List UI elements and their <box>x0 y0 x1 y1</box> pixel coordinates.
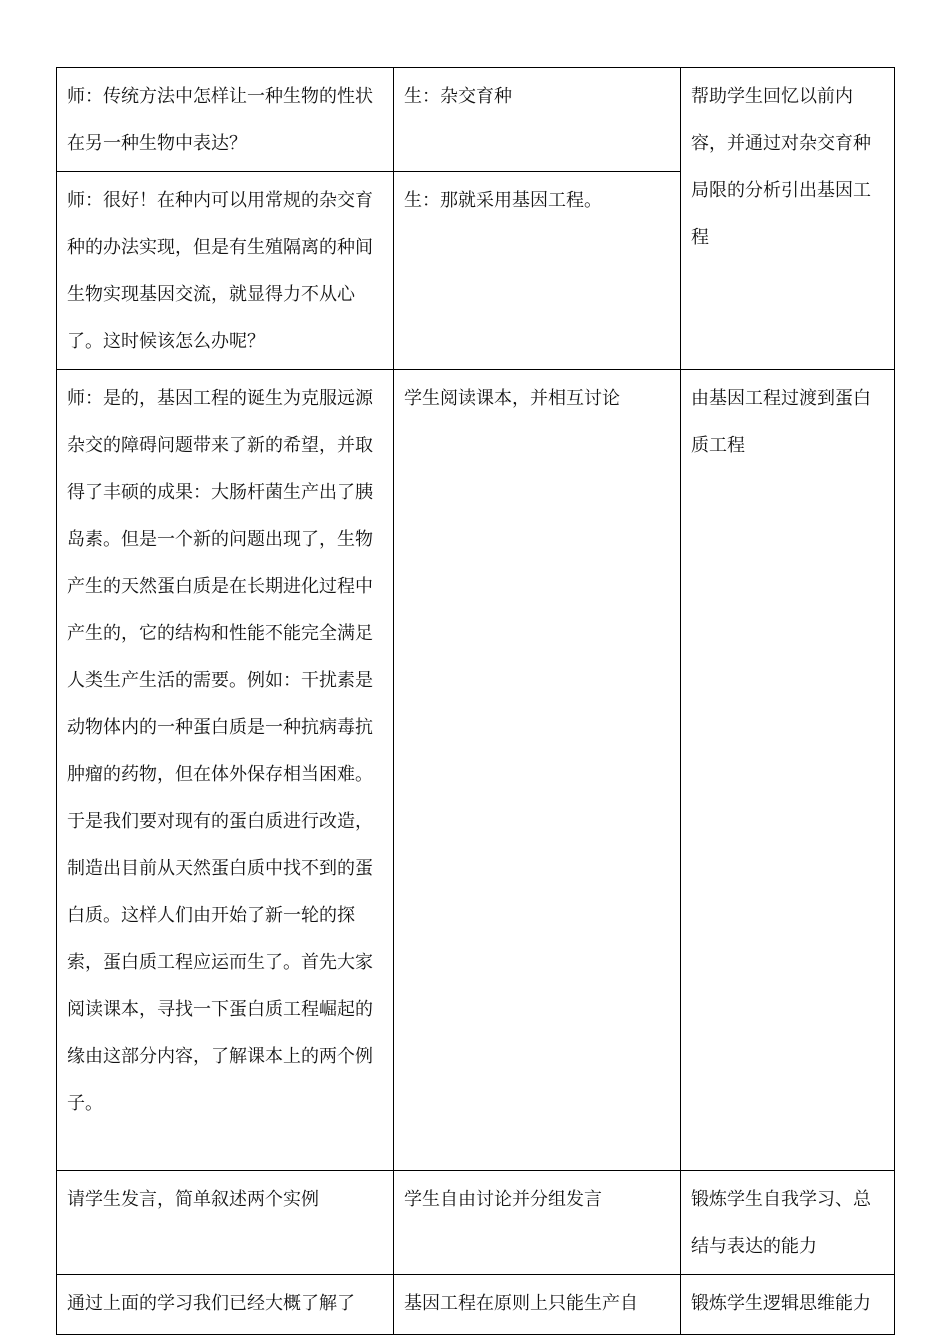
teacher-activity-cell: 师：很好！在种内可以用常规的杂交育种的办法实现，但是有生殖隔离的种间生物实现基因交流，就显得力不从心了。这时候该怎么办呢？ <box>57 172 394 370</box>
design-intent-cell: 锻炼学生自我学习、总结与表达的能力 <box>681 1171 895 1275</box>
student-activity-cell: 学生阅读课本，并相互讨论 <box>394 370 681 1171</box>
table-row <box>57 68 895 172</box>
design-intent-cell: 由基因工程过渡到蛋白质工程 <box>681 370 895 1171</box>
student-activity-cell: 生：那就采用基因工程。 <box>394 172 681 370</box>
teacher-activity-cell: 请学生发言，简单叙述两个实例 <box>57 1171 394 1275</box>
table-row <box>57 1275 895 1335</box>
student-activity-cell: 基因工程在原则上只能生产自 <box>394 1275 681 1335</box>
teacher-activity-cell: 通过上面的学习我们已经大概了解了 <box>57 1275 394 1335</box>
table-row <box>57 370 895 1171</box>
lesson-plan-table <box>56 67 895 1335</box>
teacher-activity-cell: 师：传统方法中怎样让一种生物的性状在另一种生物中表达？ <box>57 68 394 172</box>
student-activity-cell: 学生自由讨论并分组发言 <box>394 1171 681 1275</box>
student-activity-cell: 生：杂交育种 <box>394 68 681 172</box>
table-row <box>57 1171 895 1275</box>
teacher-activity-cell: 师：是的，基因工程的诞生为克服远源杂交的障碍问题带来了新的希望，并取得了丰硕的成果：大肠杆菌生产出了胰岛素。但是一个新的问题出现了，生物产生的天然蛋白质是在长期进化过程中产生的，它的结构和性能不能完全满足人类生产生活的需要。例如：干扰素是动物体内的一种蛋白质是一种抗病毒抗肿瘤的药物，但在体外保存相当困难。于是我们要对现有的蛋白质进行改造，制造出目前从天然蛋白质中找不到的蛋白质。这样人们由开始了新一轮的探索，蛋白质工程应运而生了。首先大家阅读课本，寻找一下蛋白质工程崛起的缘由这部分内容，了解课本上的两个例子。 <box>57 370 394 1171</box>
design-intent-cell: 锻炼学生逻辑思维能力 <box>681 1275 895 1335</box>
document-page <box>56 67 894 1314</box>
design-intent-cell: 帮助学生回忆以前内容，并通过对杂交育种局限的分析引出基因工程 <box>681 68 895 370</box>
